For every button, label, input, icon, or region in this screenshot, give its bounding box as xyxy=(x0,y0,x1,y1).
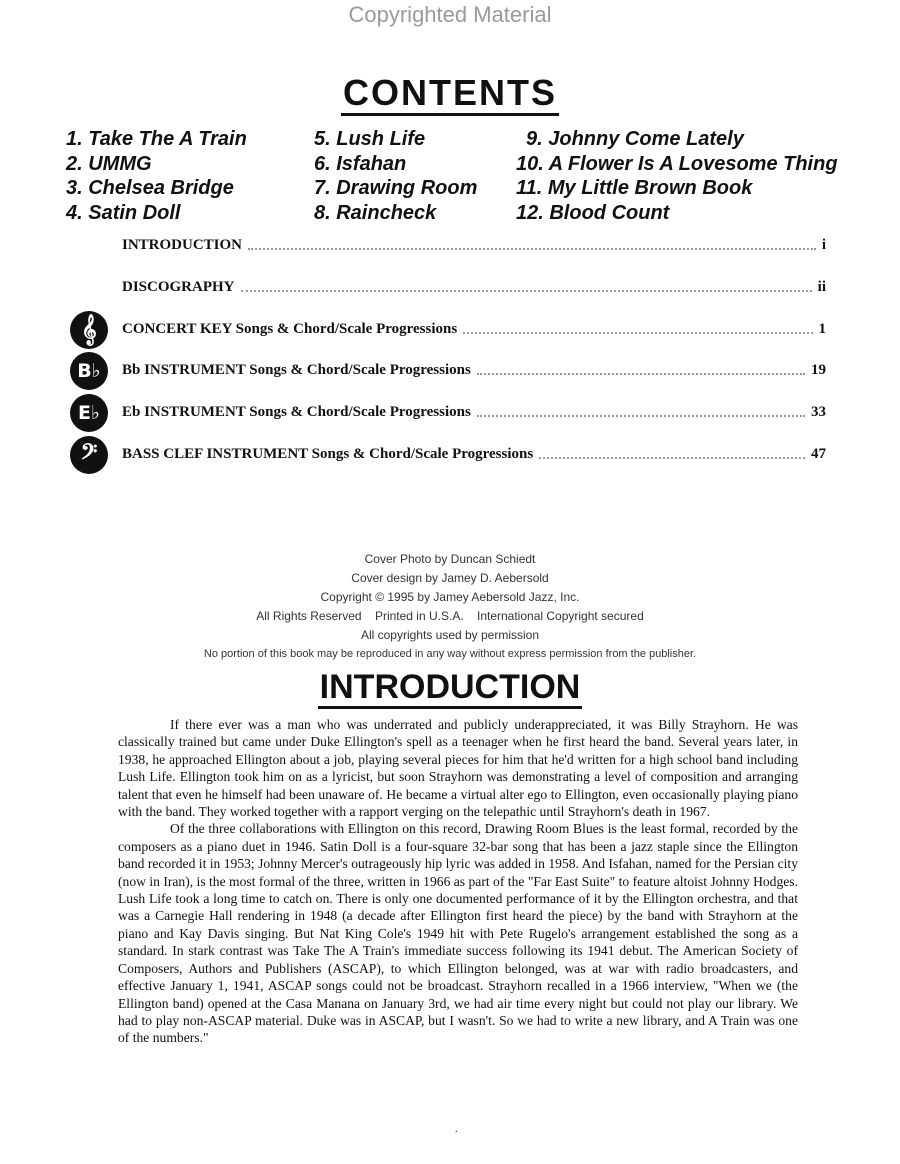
treble-clef-icon: 𝄞 xyxy=(70,311,108,349)
toc-page: 1 xyxy=(818,321,826,337)
toc-page: ii xyxy=(817,279,826,295)
toc-leader-dots xyxy=(463,332,812,334)
toc-row-eb-instrument[interactable] xyxy=(122,401,826,421)
toc-page: 33 xyxy=(811,404,826,420)
toc-row-bb-instrument[interactable] xyxy=(122,359,826,379)
credits-block xyxy=(0,550,900,664)
copyright-watermark: Copyrighted Material xyxy=(348,2,552,27)
toc-title: INTRODUCTION xyxy=(122,237,243,253)
song-item: 1. Take The A Train xyxy=(66,128,247,150)
credit-line: Cover Photo by Duncan Schiedt xyxy=(364,552,536,566)
page-mark: . xyxy=(455,1124,458,1135)
song-item: 5. Lush Life xyxy=(314,128,426,150)
credit-line: All copyrights used by permission xyxy=(360,628,540,642)
song-item: 12. Blood Count xyxy=(516,201,670,224)
b-flat-icon: B♭ xyxy=(70,352,108,390)
intro-paragraph: If there ever was a man who was underrated and publicly underappreciated, it was Billy Strayhorn. He was classically trained but came under Duke Ellington's spell as a teenager when he first heard the band. Several years later, in 1938, he approached Ellington about a job, playing several pieces for him that he'd written for a high school band including Lush Life. Ellington took him on as a lyricist, but soon Strayhorn was demonstrating a level of composition and arranging talent that even he himself had been unaware of. He became a virtual alter ego to Ellington, even occasionally playing piano with the band. They worked together with a rapport verging on the telepathic until Strayhorn's death in 1967. xyxy=(118,717,798,820)
toc-row-concert-key[interactable] xyxy=(122,318,826,338)
song-list-col3 xyxy=(516,127,838,225)
credit-line: Cover design by Jamey D. Aebersold xyxy=(351,571,549,585)
introduction-heading: INTRODUCTION xyxy=(0,668,900,707)
e-flat-icon: E♭ xyxy=(70,394,108,432)
toc-row-introduction[interactable] xyxy=(122,234,826,254)
song-item: 10. A Flower Is A Lovesome Thing xyxy=(516,152,838,175)
credit-line: Copyright © 1995 by Jamey Aebersold Jazz, Inc. xyxy=(320,590,580,604)
toc-page: i xyxy=(821,237,826,253)
toc-leader-dots xyxy=(539,457,805,459)
toc-row-bass-clef[interactable] xyxy=(122,443,826,463)
credit-line: All Rights Reserved Printed in U.S.A. International Copyright secured xyxy=(256,609,644,623)
toc-title: DISCOGRAPHY xyxy=(122,279,235,295)
song-list-col2 xyxy=(314,127,477,225)
song-item: 8. Raincheck xyxy=(314,201,437,224)
song-item: 3. Chelsea Bridge xyxy=(66,177,234,199)
song-list-col1 xyxy=(66,127,247,225)
song-item: 4. Satin Doll xyxy=(66,201,181,224)
song-item: 6. Isfahan xyxy=(314,152,407,175)
toc-page: 47 xyxy=(811,446,826,462)
toc-title: Bb INSTRUMENT Songs & Chord/Scale Progressions xyxy=(122,362,471,378)
song-item: 9. Johnny Come Lately xyxy=(526,128,744,150)
toc-row-discography[interactable] xyxy=(122,276,826,296)
toc-title: Eb INSTRUMENT Songs & Chord/Scale Progressions xyxy=(122,404,471,420)
credit-line: No portion of this book may be reproduced in any way without express permission from the publisher. xyxy=(203,648,697,660)
song-item: 7. Drawing Room xyxy=(314,177,478,199)
toc-title: CONCERT KEY Songs & Chord/Scale Progressions xyxy=(122,321,458,337)
toc-leader-dots xyxy=(241,290,812,292)
toc-leader-dots xyxy=(248,248,816,250)
song-item: 11. My Little Brown Book xyxy=(516,177,753,199)
bass-clef-icon: 𝄢 xyxy=(70,436,108,474)
toc-leader-dots xyxy=(477,373,805,375)
toc-page: 19 xyxy=(811,362,826,378)
intro-paragraph: Of the three collaborations with Ellington on this record, Drawing Room Blues is the least formal, recorded by the composers as a piano duet in 1946. Satin Doll is a four-square 32-bar song that has been a jazz staple since the Ellington band recorded it in 1953; Johnny Mercer's outrageously hip lyric was added in 1958. And Isfahan, named for the Persian city (now in Iran), is the most formal of the three, written in 1966 as part of the "Far East Suite" to feature altoist Johnny Hodges. Lush Life took a long time to catch on. There is only one documented performance of it by the Ellington orchestra, and that was a Carnegie Hall rendering in 1948 (a decade after Ellington first heard the piece) by the band with Strayhorn at the piano and Kay Davis singing. But Nat King Cole's 1949 hit with Pete Rugelo's arrangement established the song as a standard. In stark contrast was Take The A Train's immediate success following its 1941 debut. The American Society of Composers, Authors and Publishers (ASCAP), to which Ellington belonged, was at war with radio broadcasters, and effective January 1, 1941, ASCAP songs could not be broadcast. Strayhorn recalled in a 1966 interview, "When we (the Ellington band) opened at the Casa Manana on January 3rd, we had air time every night but could not play our library. We had to play non-ASCAP material. Duke was in ASCAP, but I wasn't. So we had to write a new library, and A Train was one of the numbers." xyxy=(118,821,798,1046)
toc-title: BASS CLEF INSTRUMENT Songs & Chord/Scale Progressions xyxy=(122,446,534,462)
toc-leader-dots xyxy=(477,415,805,417)
song-item: 2. UMMG xyxy=(66,152,152,175)
contents-heading: CONTENTS xyxy=(0,72,900,114)
introduction-body xyxy=(118,716,798,1047)
